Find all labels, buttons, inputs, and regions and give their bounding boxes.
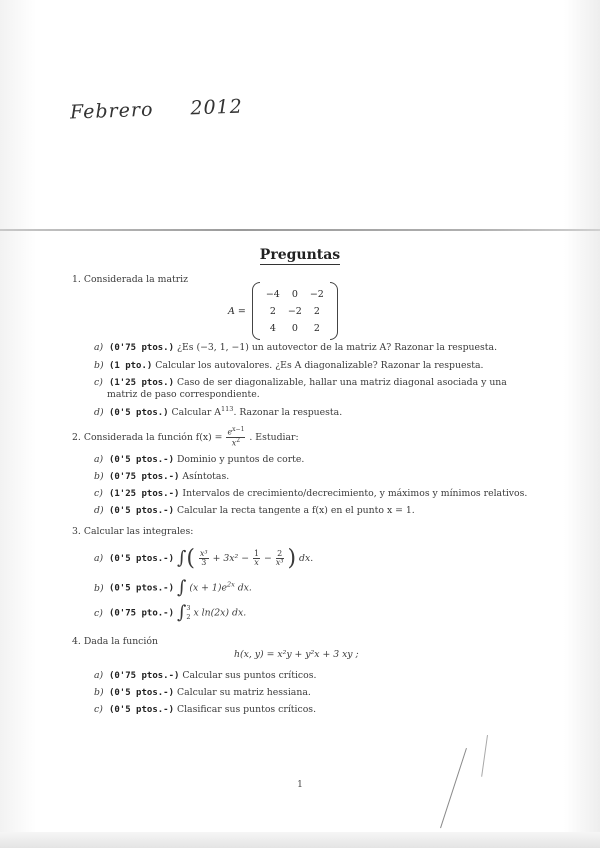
question-1c: c) (1'25 ptos.) Caso de ser diagonalizable, hallar una matriz diagonal asociada y una [94,377,507,388]
page-title: Preguntas [259,247,341,263]
question-4b: b) (0'5 ptos.-) Calcular su matriz hessiana. [94,687,311,698]
question-3b: b) (0'5 ptos.-) ∫ $(x + 1)e^{2x}$ dx. [94,577,252,598]
function-fraction: $\frac{e^{x-1}}{x^2}$ [227,426,245,448]
integral-sign: ∫ [176,602,187,624]
question-1-intro: 1. Considerada la matriz [72,274,189,285]
matrix-cell: −4 [265,288,280,300]
matrix-cell: 0 [291,322,298,334]
scan-bottom-edge [0,832,600,848]
question-2c: c) (1'25 ptos.-) Intervalos de crecimiento/decrecimiento, y máximos y mínimos relativos. [94,488,528,499]
matrix-cell: 4 [269,322,276,334]
question-2a: a) (0'5 ptos.-) Dominio y puntos de corte. [94,454,305,465]
question-4-intro: 4. Dada la función [72,636,158,647]
matrix-cell: 2 [313,305,320,317]
matrix-cell: −2 [309,288,324,300]
integral-sign: ∫ [176,577,187,598]
function-h-formula: h(x, y) = x²y + y²x + 3 xy ; [234,649,359,660]
handwritten-month: Febrero [69,98,154,124]
question-1a: a) (0'75 ptos.) ¿Es (−3, 1, −1) un autovector de la matriz A? Razonar la respuesta. [94,342,498,353]
matrix-a [228,282,338,340]
integral-sign: ∫ [176,547,187,569]
matrix-cell: 0 [291,288,298,300]
question-1c-continuation: matriz de paso correspondiente. [107,389,260,400]
left-bracket [252,282,260,340]
question-2-intro: 2. Considerada la función f(x) = $\frac{e^{x-1}}{x^2}$ . Estudiar: [72,426,299,448]
question-1b: b) (1 pto.) Calcular los autovalores. ¿Es A diagonalizable? Razonar la respuesta. [94,360,484,371]
page-fold-line [0,229,600,231]
matrix-cell: 2 [313,322,320,334]
question-4a: a) (0'75 ptos.-) Calcular sus puntos críticos. [94,670,317,681]
question-2b: b) (0'75 ptos.-) Asíntotas. [94,471,230,482]
matrix-grid [260,289,330,334]
question-3-intro: 3. Calcular las integrales: [72,526,194,537]
question-3c: c) (0'75 pto.-) ∫ 3 2 x ln(2x) dx. [94,602,247,624]
question-1d: d) (0'5 ptos.) Calcular $A^{113}$. Razonar la respuesta. [94,405,343,419]
matrix-name: A = [228,305,246,317]
question-3a: a) (0'5 ptos.-) ∫( $\frac{\text{x³}}{3}$ + 3x² − $\frac{1}{x}$ − $\frac{2}{\text{x³}}$ ) dx. [94,546,314,571]
page-number: 1 [297,780,303,790]
right-bracket [330,282,338,340]
question-2d: d) (0'5 ptos.-) Calcular la recta tangente a f(x) en el punto x = 1. [94,505,415,516]
question-4c: c) (0'5 ptos.-) Clasificar sus puntos críticos. [94,704,317,715]
matrix-cell: 2 [269,305,276,317]
handwritten-year: 2012 [190,95,244,120]
matrix-cell: −2 [287,305,302,317]
